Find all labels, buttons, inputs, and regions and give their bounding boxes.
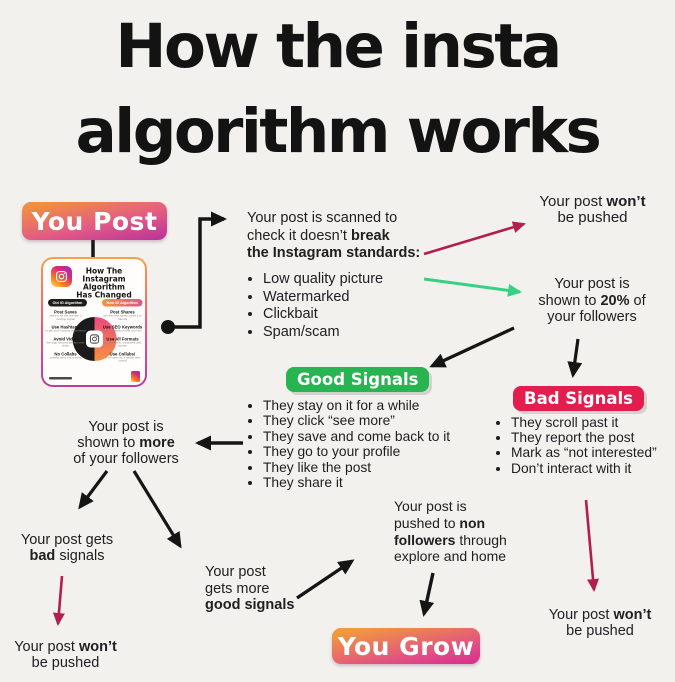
good-signals-badge: Good Signals — [286, 367, 429, 392]
bad-signals-badge: Bad Signals — [513, 386, 644, 411]
wont-be-pushed-top-text: Your post won’t be pushed — [539, 193, 646, 226]
card-title: How The Instagram Algorithm Has Changed — [76, 266, 132, 300]
arrow-bad-to-wont — [586, 500, 594, 590]
card-old-column: Post Saves used to be the number 1 ranking signal Use Hashtags to get your content discovered Avoid Video the algo favored photos over video No Collabs collabs were not a thing — [45, 309, 86, 360]
scan-violations-list: • Low quality picture • Watermarked • Clickbait • Spam/scam — [246, 271, 463, 341]
shown-to-20-percent-text: Your post is shown to 20% of your followers — [538, 276, 646, 325]
arrow-getsbad-to-wont — [58, 576, 62, 624]
bad-signals-list: • They scroll past it • They report the post • Mark as “not interested” • Don’t interact with it — [494, 415, 675, 476]
you-post-label: You Post — [31, 206, 158, 236]
arrow-card-to-scan — [168, 219, 224, 327]
connector-dot — [161, 320, 175, 334]
gets-more-good-signals-text: Your post gets more good signals — [205, 564, 295, 613]
card-footer-text — [49, 377, 72, 380]
good-signals-list: • They stay on it for a while • They click “see more” • They save and come back to it • They go to your profile • They like the post • They share it — [246, 398, 498, 490]
pushed-to-non-followers-text: Your post is pushed to non followers through explore and home — [394, 498, 507, 565]
donut-instagram-icon — [86, 331, 103, 348]
shown-to-more-followers-text: Your post is shown to more of your followers — [73, 419, 179, 468]
card-badge-new-algorithm: New IG Algorithm — [102, 299, 142, 307]
arrow-more-to-getsgood — [134, 471, 180, 546]
title-line-2: algorithm works — [75, 96, 600, 167]
arrow-pushed-to-grow — [424, 573, 433, 614]
page-title — [0, 4, 675, 174]
card-new-column: Post Shares are the new saves, send it to friends Use SEO Keywords in your captions and your bio Use All Formats photos, reels, carousels and stories Use Collabs! to be seen by a whole new crowd — [102, 309, 143, 363]
you-grow-node — [332, 628, 480, 664]
card-badge-old-algorithm: Old IG Algorithm — [48, 299, 87, 307]
gets-bad-signals-text: Your post gets bad signals — [20, 532, 114, 564]
you-grow-label: You Grow — [337, 631, 475, 661]
instagram-card — [41, 257, 147, 387]
title-line-1: How the insta — [115, 11, 560, 82]
card-footer-logo — [131, 371, 140, 382]
wont-be-pushed-bottom-right-text: Your post won’t be pushed — [548, 607, 652, 639]
scan-check-text: Your post is scanned to check it doesn’t break the Instagram standards: — [247, 210, 421, 262]
arrow-more-to-getsbad — [80, 471, 107, 507]
arrow-shown20-to-bad — [573, 339, 578, 375]
you-post-node — [22, 202, 167, 240]
wont-be-pushed-bottom-left-text: Your post won’t be pushed — [14, 639, 117, 671]
